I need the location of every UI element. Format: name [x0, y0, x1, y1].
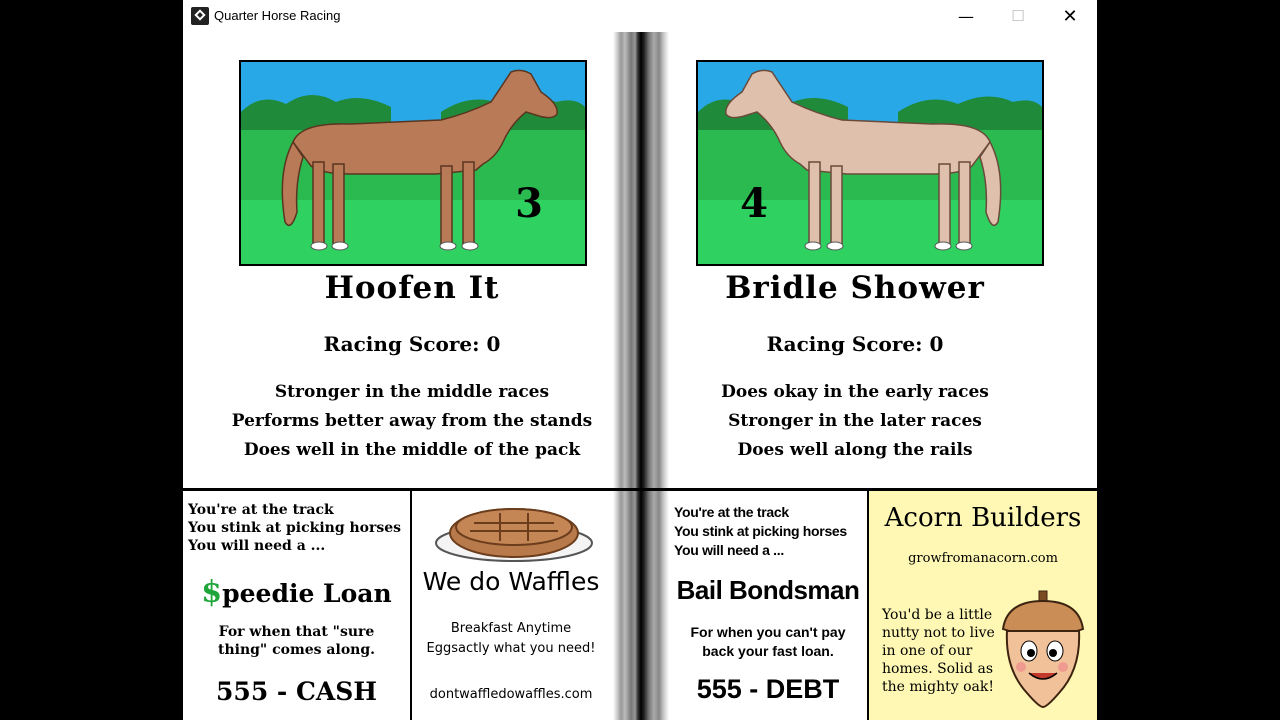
intro-line: You stink at picking horses: [674, 523, 847, 539]
trait-line: Stronger in the middle races: [274, 382, 550, 402]
close-button[interactable]: ✕: [1062, 5, 1078, 27]
app-icon: [191, 7, 209, 25]
horse-name: Bridle Shower: [725, 270, 985, 306]
intro-line: You're at the track: [188, 502, 334, 518]
acorn-mascot-icon: [997, 589, 1089, 711]
horse-panel-right[interactable]: [669, 32, 1097, 488]
intro-line: You will need a ...: [674, 542, 784, 558]
ad-intro: [188, 501, 401, 555]
tagline-line: thing" comes along.: [217, 642, 375, 658]
horse-scene: [241, 62, 585, 264]
window-title: Quarter Horse Racing: [214, 8, 341, 23]
ad-tagline: [183, 623, 410, 659]
horse-name: Hoofen It: [324, 270, 500, 306]
horse-portrait[interactable]: [239, 60, 587, 266]
intro-line: You stink at picking horses: [188, 520, 402, 536]
horse-number: 4: [740, 180, 768, 227]
ad-url: dontwaffledowaffles.com: [429, 687, 593, 702]
horse-panel-left[interactable]: [183, 32, 613, 488]
ad-tagline: [669, 623, 867, 661]
body-line: homes. Solid as: [882, 661, 994, 677]
horse-number: 3: [515, 180, 543, 227]
body-line: You'd be a little: [882, 607, 993, 623]
tagline-line: For when you can't pay: [690, 624, 846, 640]
minimize-button[interactable]: —: [958, 6, 974, 26]
body-line: nutty not to live: [882, 625, 995, 641]
ad-intro: [674, 503, 847, 560]
body-line: in one of our: [882, 643, 973, 659]
ad-brand: Acorn Builders: [884, 503, 1082, 533]
horse-traits: [197, 378, 627, 465]
game-window: [183, 0, 1097, 720]
racing-score: Racing Score: 0: [323, 332, 501, 356]
ad-tagline: [412, 619, 610, 659]
ad-waffles: [412, 491, 610, 720]
horse-scene: [698, 62, 1042, 264]
trait-line: Does well in the middle of the pack: [243, 440, 581, 460]
ad-brand: We do Waffles: [422, 567, 600, 596]
ad-acorn-builders: [869, 491, 1097, 720]
ad-phone: 555 - DEBT: [696, 674, 840, 704]
trait-line: Performs better away from the stands: [231, 411, 593, 431]
horse-portrait[interactable]: [696, 60, 1044, 266]
tagline-line: Eggsactly what you need!: [426, 641, 596, 656]
racing-score: Racing Score: 0: [766, 332, 944, 356]
center-divider: [613, 32, 669, 720]
tagline-line: back your fast loan.: [702, 643, 834, 659]
body-line: the mighty oak!: [882, 679, 994, 695]
ad-brand: [183, 575, 410, 610]
brand-text: peedie Loan: [222, 579, 392, 608]
horse-traits: [640, 378, 1070, 465]
maximize-button[interactable]: ☐: [1011, 7, 1025, 25]
trait-line: Does well along the rails: [737, 440, 973, 460]
trait-line: Stronger in the later races: [728, 411, 982, 431]
ad-brand: Bail Bondsman: [676, 575, 860, 605]
intro-line: You will need a ...: [188, 538, 326, 554]
ad-speedie-loan: [183, 491, 410, 720]
ad-bail-bondsman: [669, 491, 867, 720]
tagline-line: For when that "sure: [218, 624, 375, 640]
waffle-icon: [434, 503, 594, 565]
ad-url: growfromanacorn.com: [908, 551, 1058, 566]
dollar-sign: $: [201, 575, 223, 610]
intro-line: You're at the track: [674, 504, 789, 520]
trait-line: Does okay in the early races: [721, 382, 989, 402]
tagline-line: Breakfast Anytime: [450, 621, 572, 636]
ad-body: [882, 606, 1002, 696]
title-bar: [183, 0, 1097, 32]
ad-phone: 555 - CASH: [216, 677, 377, 706]
